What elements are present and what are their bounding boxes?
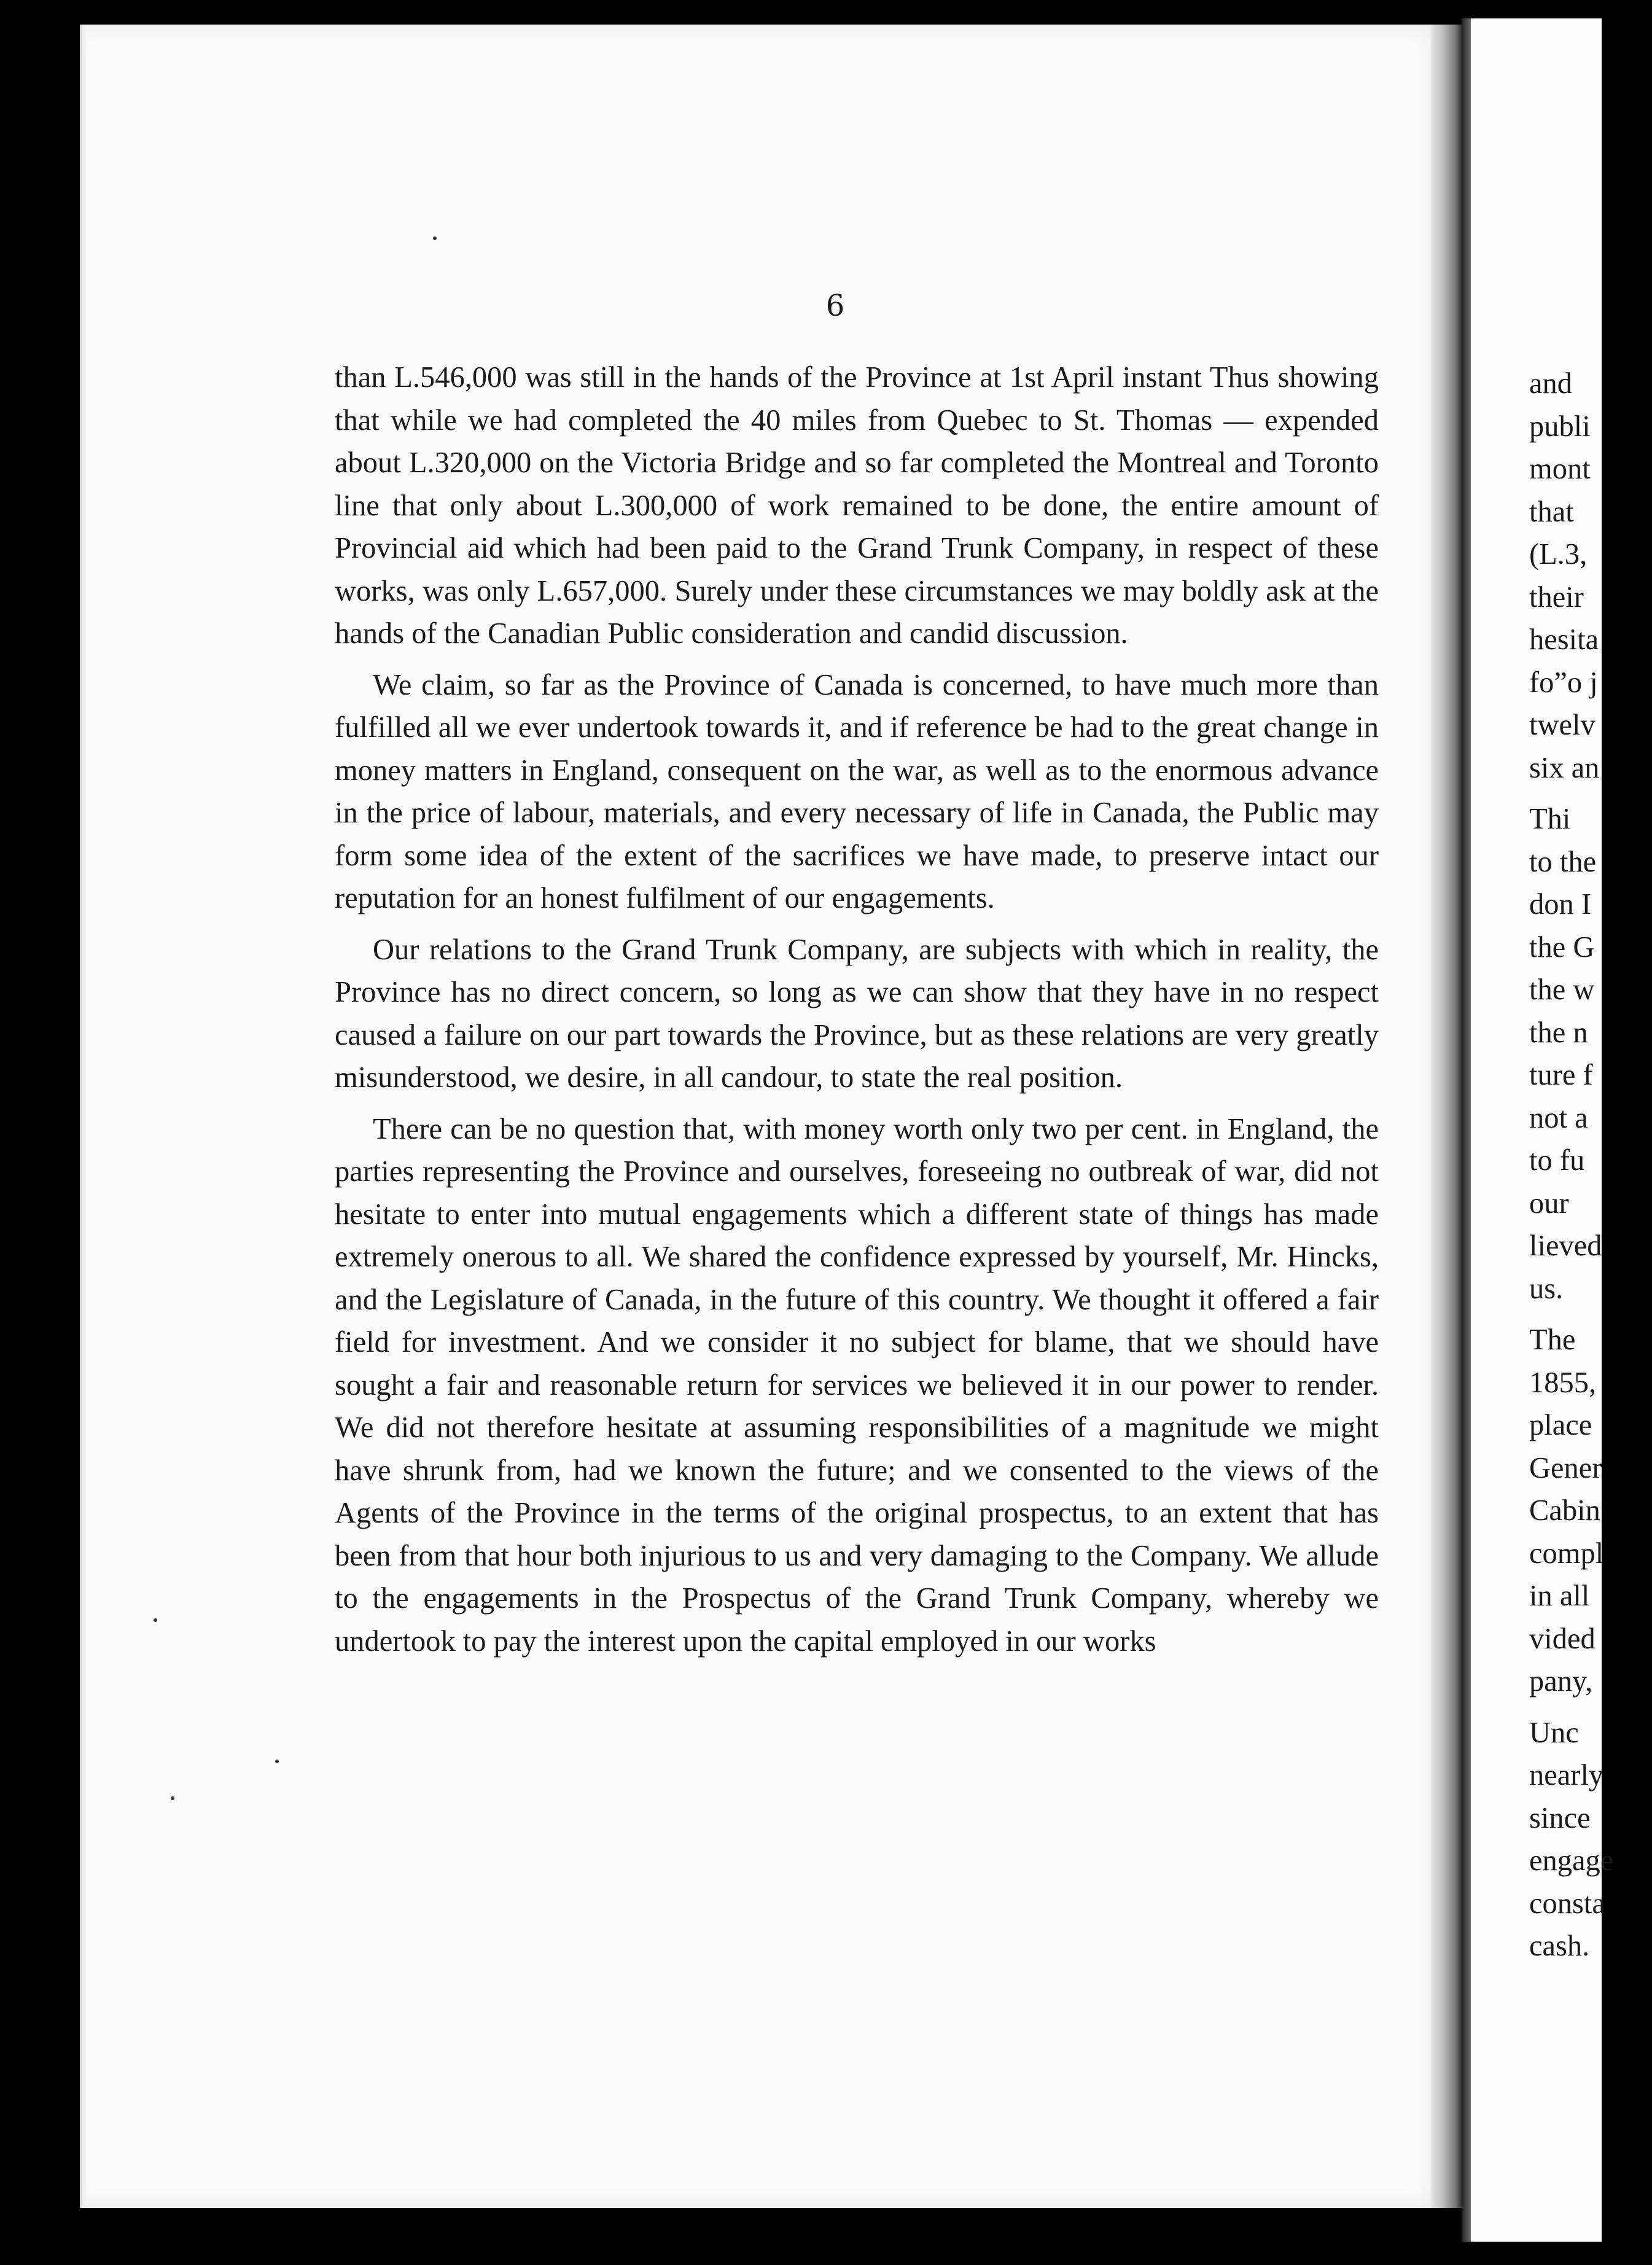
facing-line: the G <box>1529 930 1595 964</box>
speck-mark <box>275 1760 279 1763</box>
facing-line: our <box>1529 1187 1569 1220</box>
facing-line: hesita <box>1529 623 1599 656</box>
page-body <box>335 356 1379 1671</box>
speck-mark <box>171 1796 174 1800</box>
facing-line: Gener <box>1529 1451 1602 1484</box>
facing-line: not a <box>1529 1101 1588 1134</box>
facing-line: us. <box>1529 1272 1564 1305</box>
facing-line: nearly <box>1529 1759 1604 1791</box>
facing-line: consta <box>1529 1887 1605 1920</box>
paragraph-3: Our relations to the Grand Trunk Company, are subjects with which in reality, the Province has no direct concern, so long as we can show that they have in no respect caused a failure on our part towards the Province, but as these relations are very greatly misunderstood, we desire, in all candour, to state the real position. <box>335 933 1379 1094</box>
facing-line: compl <box>1529 1537 1604 1570</box>
facing-line: mont <box>1529 453 1591 485</box>
facing-line: don I <box>1529 888 1592 921</box>
speck-mark <box>154 1618 157 1622</box>
facing-line: engage <box>1529 1844 1614 1877</box>
facing-line: Unc <box>1529 1716 1579 1749</box>
paragraph-2: We claim, so far as the Province of Canada is concerned, to have much more than fulfilled all we ever undertook towards it, and if reference be had to the great change in money matters in England, consequent on the war, as well as to the enormous advance in the price of labour, materials, and every necessary of life in Canada, the Public may form some idea of the extent of the sacrifices we have made, to preserve intact our reputation for an honest fulfilment of our engagements. <box>335 668 1379 914</box>
facing-line: that <box>1529 495 1574 528</box>
facing-line: to the <box>1529 845 1597 878</box>
facing-line: and <box>1529 367 1573 400</box>
facing-line: fo”o j <box>1529 666 1598 699</box>
facing-line: Cabin <box>1529 1494 1600 1527</box>
facing-line: lieved <box>1529 1230 1602 1262</box>
facing-line: in all <box>1529 1580 1590 1612</box>
facing-line: to fu <box>1529 1144 1585 1177</box>
facing-line: cash. <box>1529 1930 1590 1962</box>
facing-line: six an <box>1529 751 1600 784</box>
facing-line: ture f <box>1529 1059 1593 1091</box>
left-page-shadow <box>1431 25 1462 2208</box>
facing-line: pany, <box>1529 1665 1593 1698</box>
facing-line: Thi <box>1529 803 1571 835</box>
facing-line: the n <box>1529 1016 1588 1049</box>
facing-line: place <box>1529 1409 1592 1441</box>
facing-line: the w <box>1529 973 1595 1006</box>
page-number: 6 <box>825 289 845 323</box>
facing-page-text <box>1529 362 1652 1968</box>
facing-line: The <box>1529 1324 1576 1356</box>
facing-line: publi <box>1529 410 1591 443</box>
facing-line: since <box>1529 1801 1591 1834</box>
facing-line: (L.3, <box>1529 538 1588 571</box>
facing-line: 1855, <box>1529 1366 1597 1399</box>
paragraph-1: than L.546,000 was still in the hands of the Province at 1st April instant Thus showing that while we had completed the 40 miles from Quebec to St. Thomas — expended about L.320,000 on the Victoria Bridge and so far completed the Montreal and Toronto line that only about L.300,000 of work remained to be done, the entire amount of Provincial aid which had been paid to the Grand Trunk Company, in respect of these works, was only L.657,000. Surely under these circumstances we may boldly ask at the hands of the Canadian Public consideration and candid discussion. <box>335 361 1379 650</box>
speck-mark <box>433 236 437 240</box>
facing-line: vided <box>1529 1622 1596 1655</box>
facing-line: twelv <box>1529 709 1596 741</box>
facing-line: their <box>1529 580 1584 614</box>
paragraph-4: There can be no question that, with money worth only two per cent. in England, the parties representing the Province and ourselves, foreseeing no outbreak of war, did not hesitate to enter into mutual engagements which a different state of things has made extremely onerous to all. We shared the confidence expressed by yourself, Mr. Hincks, and the Legislature of Canada, in the future of this country. We thought it offered a fair field for investment. And we consider it no subject for blame, that we should have sought a fair and reasonable return for services we believed it in our power to render. We did not therefore hesitate at assuming responsibilities of a magnitude we might have shrunk from, had we known the future; and we consented to the views of the Agents of the Province in the terms of the original prospectus, to an extent that has been from that hour both injurious to us and very damaging to the Company. We allude to the engagements in the Prospectus of the Grand Trunk Company, whereby we undertook to pay the interest upon the capital employed in our works <box>335 1112 1379 1658</box>
